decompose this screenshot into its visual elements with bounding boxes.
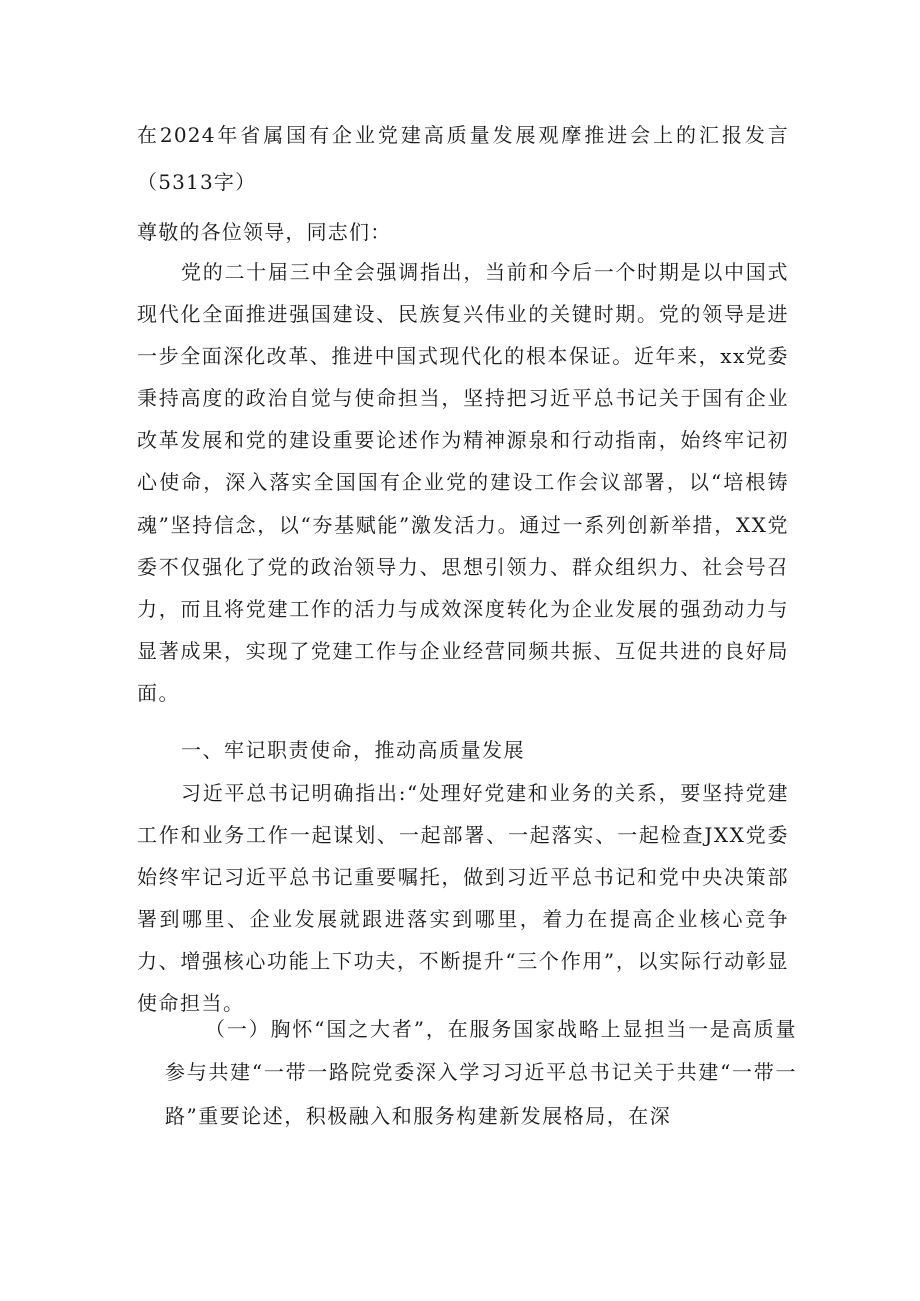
paragraph-section-1: 习近平总书记明确指出:“处理好党建和业务的关系，要坚持党建工作和业务工作一起谋划、一起部署、一起落实、一起检查JXX党委始终牢记习近平总书记重要嘱托，做到习近平总书记和党中央决策部署到哪里、企业发展就跟进落实到哪里，着力在提高企业核心竞争力、增强核心功能上下功夫，不断提升“三个作用”，以实际行动彰显使命担当。 — [137, 781, 789, 1016]
document-title: 在2024年省属国有企业党建高质量发展观摩推进会上的汇报发言（5313字） — [137, 123, 789, 194]
paragraph-subsection-1: （一）胸怀“国之大者”，在服务国家战略上显担当一是高质量参与共建“一带一路院党委深入学习习近平总书记关于共建“一带一路”重要论述，积极融入和服务构建新发展格局，在深 — [165, 1017, 797, 1128]
section-heading-1: 一、牢记职责使命，推动高质量发展 — [181, 738, 525, 762]
paragraph-intro: 党的二十届三中全会强调指出，当前和今后一个时期是以中国式现代化全面推进强国建设、民族复兴伟业的关键时期。党的领导是进一步全面深化改革、推进中国式现代化的根本保证。近年来，xx党委秉持高度的政治自觉与使命担当，坚持把习近平总书记关于国有企业改革发展和党的建设重要论述作为精神源泉和行动指南，始终牢记初心使命，深入落实全国国有企业党的建设工作会议部署，以“培根铸魂”坚持信念，以“夯基赋能”激发活力。通过一系列创新举措，XX党委不仅强化了党的政治领导力、思想引领力、群众组织力、社会号召力，而且将党建工作的活力与成效深度转化为企业发展的强劲动力与显著成果，实现了党建工作与企业经营同频共振、互促共进的良好局面。 — [137, 260, 789, 705]
salutation: 尊敬的各位领导，同志们： — [137, 220, 392, 244]
